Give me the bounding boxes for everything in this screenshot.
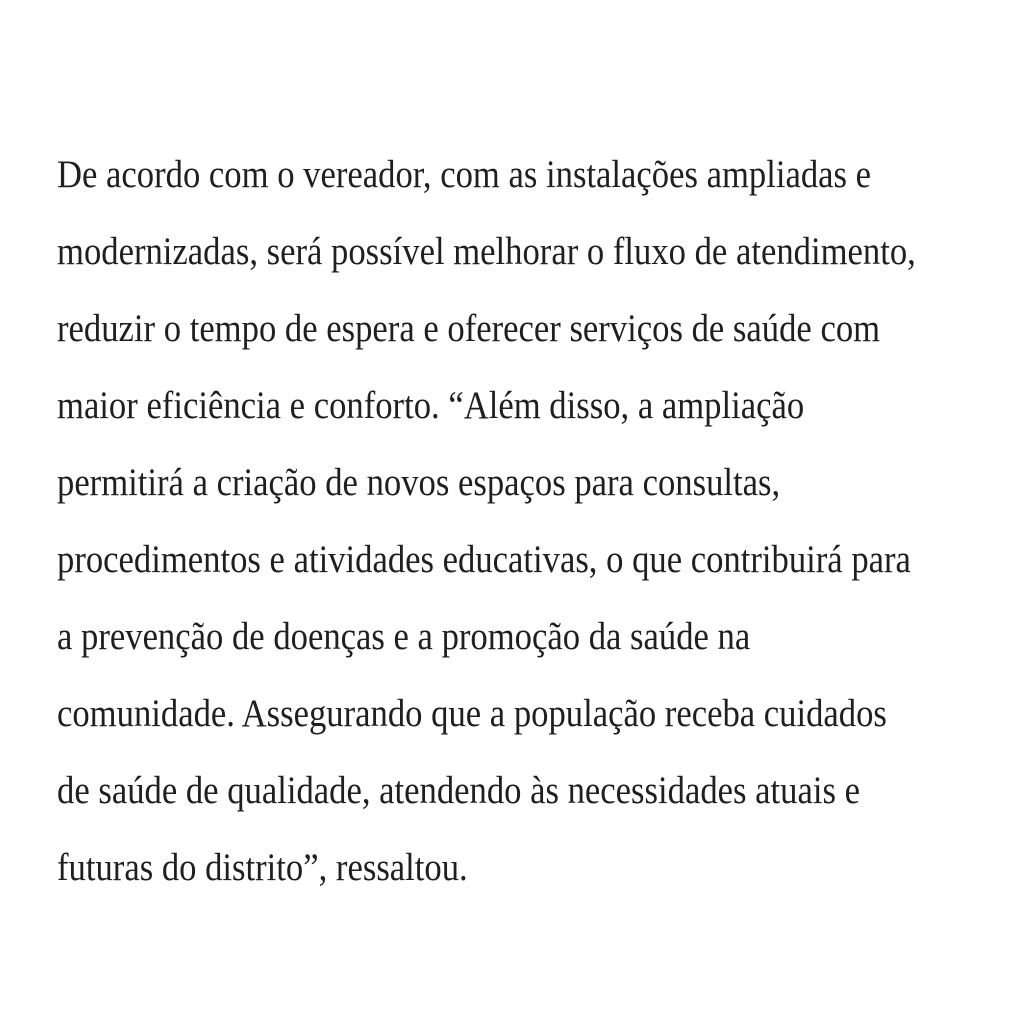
text-line: futuras do distrito”, ressaltou. xyxy=(57,846,468,889)
text-line: comunidade. Assegurando que a população receba cuidados xyxy=(57,692,887,735)
text-line: permitirá a criação de novos espaços para consultas, xyxy=(57,461,781,504)
text-line: maior eficiência e conforto. “Além disso, a ampliação xyxy=(57,384,805,427)
text-line: a prevenção de doenças e a promoção da saúde na xyxy=(57,615,751,658)
text-line: reduzir o tempo de espera e oferecer serviços de saúde com xyxy=(57,307,881,350)
article-text xyxy=(57,136,1000,906)
text-line: De acordo com o vereador, com as instalações ampliadas e xyxy=(57,153,872,196)
text-line: procedimentos e atividades educativas, o que contribuirá para xyxy=(57,538,911,581)
text-line: modernizadas, será possível melhorar o fluxo de atendimento, xyxy=(57,230,916,273)
text-line: de saúde de qualidade, atendendo às necessidades atuais e xyxy=(57,769,860,812)
